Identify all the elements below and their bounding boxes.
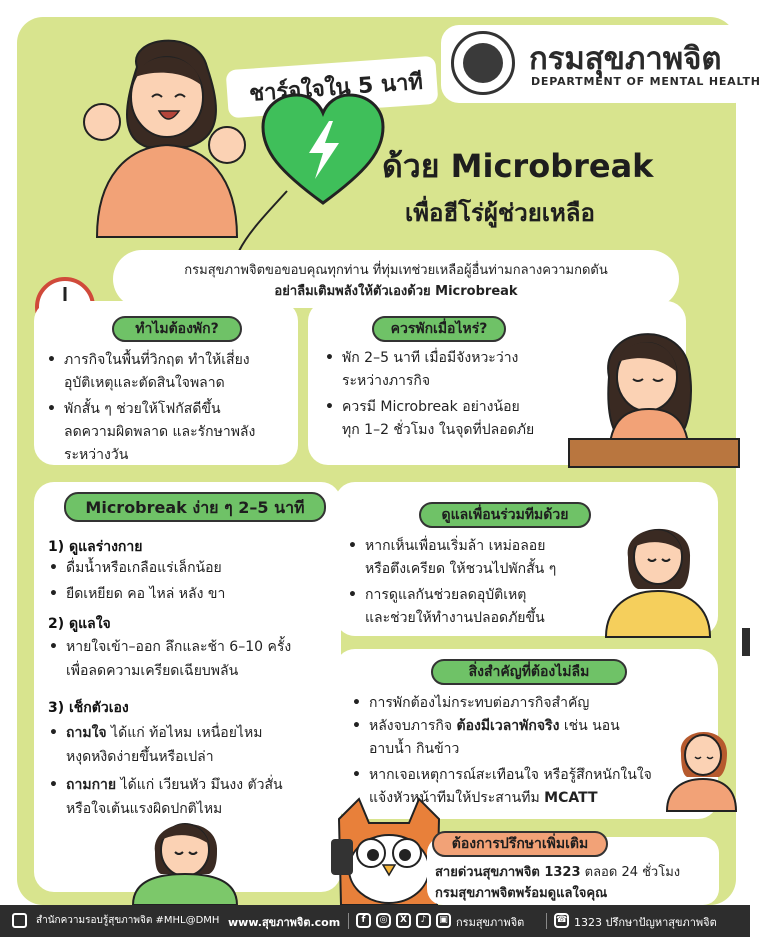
when-rest-bullet-2: • ควรมี Microbreak อย่างน้อย [342,396,520,419]
intro-line2: อย่าลืมเติมพลังให้ตัวเองด้วย Microbreak [274,284,518,299]
x-icon[interactable]: X [396,913,411,928]
page-icon[interactable]: ▣ [436,913,451,928]
microbreak-s3-bullet-2 [66,774,283,797]
why-rest-bullet-2-cont: ลดความผิดพลาด และรักษาพลัง [64,424,256,440]
resting-woman-illustration [569,317,739,467]
ask-body-label: ถามกาย [66,777,117,793]
remember-bullet-2-post: เช่น นอน [559,718,620,734]
team-care-bullet-1-cont: หรือตึงเครียด ให้ชวนไปพักสั้น ๆ [365,561,557,577]
phone-icon: ☎ [554,913,569,928]
edge-marker [742,628,750,656]
department-logo-box [441,25,761,103]
consult-label: ต้องการปรึกษาเพิ่มเติม [432,831,608,857]
when-rest-bullet-1: • พัก 2–5 นาที เมื่อมีจังหวะว่าง [342,347,518,370]
microbreak-section1-head: 1) ดูแลร่างกาย [48,539,143,555]
why-rest-card [34,301,298,465]
footer-website[interactable]: www.สุขภาพจิต.com [228,916,341,929]
consult-hotline-rest: ตลอด 24 ชั่วโมง [580,865,681,880]
tiktok-icon[interactable]: ♪ [416,913,431,928]
team-care-bullet-2-cont: และช่วยให้ทำงานปลอดภัยขึ้น [365,610,545,626]
remember-title: สิ่งสำคัญที่ต้องไม่ลืม [431,659,627,685]
ask-body-text: ได้แก่ เวียนหัว มึนงง ตัวสั่น [116,777,283,793]
consult-line2: กรมสุขภาพจิตพร้อมดูแลใจคุณ [435,886,608,901]
team-care-bullet-2: • การดูแลกันช่วยลดอุบัติเหตุ [365,584,526,607]
why-rest-bullet-1: • ภารกิจในพื้นที่วิกฤต ทำให้เสี่ยง [64,349,250,372]
mcatt-label: MCATT [544,790,598,806]
microbreak-title: Microbreak ง่าย ๆ 2–5 นาที [64,492,326,522]
footer-hotline: 1323 ปรึกษาปัญหาสุขภาพจิต [574,916,717,929]
footer-social-name[interactable]: กรมสุขภาพจิต [456,916,525,929]
green-shirt-woman-illustration [125,812,245,905]
footer-bar [0,905,750,937]
remember-bullet-2-cont: อาบน้ำ กินข้าว [369,741,460,757]
remember-bullet-2-bold: ต้องมีเวลาพักจริง [456,718,560,734]
instagram-icon[interactable]: ◎ [376,913,391,928]
microbreak-s1-bullet-2: • ยืดเหยียด คอ ไหล่ หลัง ขา [66,583,225,606]
remember-bullet-2 [369,715,620,738]
why-rest-bullet-2-cont2: ระหว่างวัน [64,447,129,463]
footer-office: สำนักความรอบรู้สุขภาพจิต #MHL@DMH [36,915,220,926]
when-rest-title: ควรพักเมื่อไหร่? [372,316,506,342]
poster-panel [17,17,761,905]
consult-hotline-bold: สายด่วนสุขภาพจิต 1323 [435,865,581,880]
microbreak-section3-head: 3) เช็กตัวเอง [48,700,129,716]
when-rest-bullet-2-cont: ทุก 1–2 ชั่วโมง ในจุดที่ปลอดภัย [342,422,535,438]
remember-bullet-3-cont-pre: แจ้งหัวหน้าทีมให้ประสานทีม [369,790,545,806]
microbreak-s2-bullet-1-cont: เพื่อลดความเครียดเฉียบพลัน [66,663,239,679]
microbreak-s2-bullet-1: • หายใจเข้า–ออก ลึกและช้า 6–10 ครั้ง [66,636,291,659]
department-name-en: DEPARTMENT OF MENTAL HEALTH [531,75,761,88]
team-care-bullet-1: • หากเห็นเพื่อนเริ่มล้า เหม่อลอย [365,535,545,558]
microbreak-s3-bullet-2-cont: หรือใจเต้นแรงผิดปกติไหม [66,801,223,817]
remember-bullet-3: • หากเจอเหตุการณ์สะเทือนใจ หรือรู้สึกหนักในใจ [369,764,652,787]
ask-mind-label: ถามใจ [66,725,107,741]
department-name-th: กรมสุขภาพจิต [529,41,722,77]
main-title-line1: ด้วย Microbreak [382,147,654,185]
ribbon-text: ชาร์จใจใน 5 นาที [248,69,424,107]
footer-separator-1 [348,913,349,929]
microbreak-s1-bullet-1: • ดื่มน้ำหรือเกลือแร่เล็กน้อย [66,557,222,580]
ask-mind-text: ได้แก่ ท้อไหม เหนื่อยไหม [106,725,263,741]
when-rest-bullet-1-cont: ระหว่างภารกิจ [342,373,431,389]
why-rest-bullet-2: • พักสั้น ๆ ช่วยให้โฟกัสดีขึ้น [64,398,221,421]
office-logo-icon [12,913,27,928]
why-rest-bullet-1-cont: อุบัติเหตุและตัดสินใจพลาด [64,375,225,391]
microbreak-section2-head: 2) ดูแลใจ [48,616,111,632]
intro-box [113,250,679,308]
cheering-woman-illustration [67,27,267,237]
microbreak-s3-bullet-1 [66,722,262,745]
yellow-shirt-woman-illustration [600,517,718,637]
remember-bullet-1: • การพักต้องไม่กระทบต่อภารกิจสำคัญ [369,692,589,715]
footer-separator-2 [546,913,547,929]
microbreak-s3-bullet-1-cont: หงุดหงิดง่ายขึ้นหรือเปล่า [66,749,214,765]
remember-bullet-2-pre: หลังจบภารกิจ [369,718,457,734]
facebook-icon[interactable]: f [356,913,371,928]
praying-woman-illustration [667,723,736,811]
heart-lightning-icon [259,91,387,209]
main-title-line2: เพื่อฮีโร่ผู้ช่วยเหลือ [405,199,595,227]
intro-line1: กรมสุขภาพจิตขอขอบคุณทุกท่าน ที่ทุ่มเทช่วยเหลือผู้อื่นท่ามกลางความกดดัน [184,263,608,278]
ministry-seal-icon [451,31,515,95]
remember-card [335,649,718,819]
why-rest-title: ทำไมต้องพัก? [112,316,242,342]
consult-card [427,837,719,905]
team-care-title: ดูแลเพื่อนร่วมทีมด้วย [419,502,591,528]
consult-hotline-line [435,861,680,884]
